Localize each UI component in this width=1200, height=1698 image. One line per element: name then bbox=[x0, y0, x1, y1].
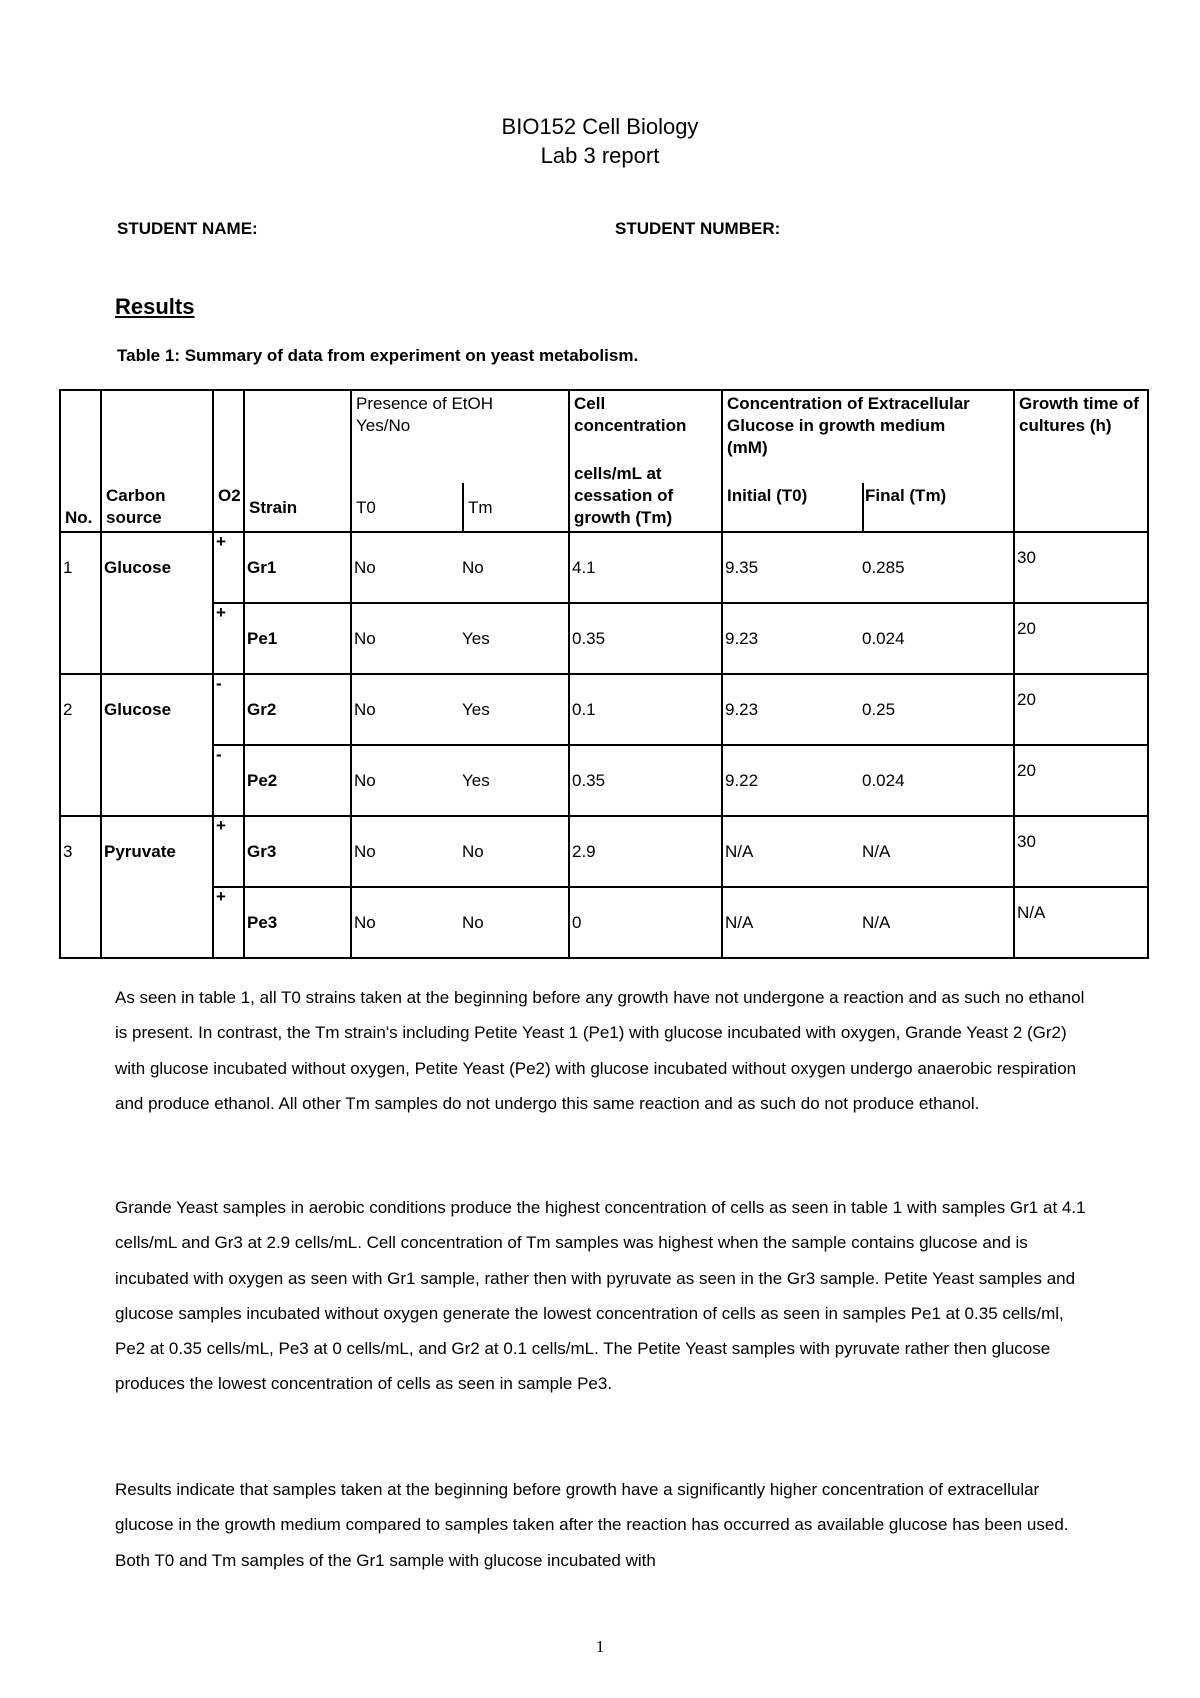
student-number-label: STUDENT NUMBER: bbox=[615, 219, 781, 238]
page-number: 1 bbox=[595, 1637, 605, 1656]
paragraph-glucose: Results indicate that samples taken at the beginning before growth have a significantly higher concentration of extracellular glucose in the growth medium compared to samples taken after the reaction has occurred as available glucose has been used. Both T0 and Tm samples of the Gr1 sample with glucose incubated with bbox=[115, 1480, 1069, 1570]
header-final: Final (Tm) bbox=[865, 486, 947, 505]
table-caption: Table 1: Summary of data from experiment on yeast metabolism. bbox=[117, 346, 639, 365]
student-name-label: STUDENT NAME: bbox=[117, 219, 258, 238]
table-row: + Pe1 No Yes 0.35 9.23 0.024 20 bbox=[60, 603, 1148, 674]
table-row: 3 Pyruvate + Gr3 No No 2.9 N/A N/A 30 bbox=[60, 816, 1148, 887]
header-o2: O2 bbox=[213, 390, 244, 532]
header-carbon-source: Carbon source bbox=[101, 390, 213, 532]
header-cell-concentration: Cell concentration cells/mL at cessation of growth (Tm) bbox=[569, 390, 722, 532]
table-header-row bbox=[60, 390, 1148, 532]
table-row: 1 Glucose + Gr1 No No 4.1 9.35 0.285 30 bbox=[60, 532, 1148, 603]
section-title: Results bbox=[115, 294, 195, 319]
header-etoh: Presence of EtOH Yes/No T0 Tm bbox=[351, 390, 569, 532]
paragraph-ethanol: As seen in table 1, all T0 strains taken at the beginning before any growth have not undergone a reaction and as such no ethanol is present. In contrast, the Tm strain's including Petite Yeast 1 (Pe1) with glucose incubated with oxygen, Grande Yeast 2 (Gr2) with glucose incubated without oxygen, Petite Yeast (Pe2) with glucose incubated without oxygen undergo anaerobic respiration and produce ethanol. All other Tm samples do not undergo this same reaction and as such do not produce ethanol. bbox=[115, 988, 1085, 1113]
results-table bbox=[59, 389, 1149, 959]
course-title: BIO152 Cell Biology bbox=[501, 114, 699, 139]
header-strain: Strain bbox=[244, 390, 351, 532]
glucose-divider bbox=[862, 483, 864, 531]
header-t0: T0 bbox=[356, 498, 376, 517]
etoh-divider bbox=[462, 483, 464, 531]
header-initial: Initial (T0) bbox=[727, 486, 808, 505]
header-no: No. bbox=[60, 390, 101, 532]
table-row: - Pe2 No Yes 0.35 9.22 0.024 20 bbox=[60, 745, 1148, 816]
table-row: + Pe3 No No 0 N/A N/A N/A bbox=[60, 887, 1148, 958]
table-row: 2 Glucose - Gr2 No Yes 0.1 9.23 0.25 20 bbox=[60, 674, 1148, 745]
paragraph-cell-concentration: Grande Yeast samples in aerobic conditions produce the highest concentration of cells as seen in table 1 with samples Gr1 at 4.1 cells/mL and Gr3 at 2.9 cells/mL. Cell concentration of Tm samples was highest when the sample contains glucose and is incubated with oxygen as seen with Gr1 sample, rather then with pyruvate as seen in the Gr3 sample. Petite Yeast samples and glucose samples incubated without oxygen generate the lowest concentration of cells as seen in samples Pe1 at 0.35 cells/ml, Pe2 at 0.35 cells/mL, Pe3 at 0 cells/mL, and Gr2 at 0.1 cells/mL. The Petite Yeast samples with pyruvate rather then glucose produces the lowest concentration of cells as seen in sample Pe3. bbox=[115, 1198, 1086, 1394]
header-growth-time: Growth time of cultures (h) bbox=[1014, 390, 1148, 532]
report-title: Lab 3 report bbox=[540, 143, 660, 168]
header-tm: Tm bbox=[468, 498, 493, 517]
header-glucose: Concentration of Extracellular Glucose in growth medium (mM) Initial (T0) Final (Tm) bbox=[722, 390, 1014, 532]
